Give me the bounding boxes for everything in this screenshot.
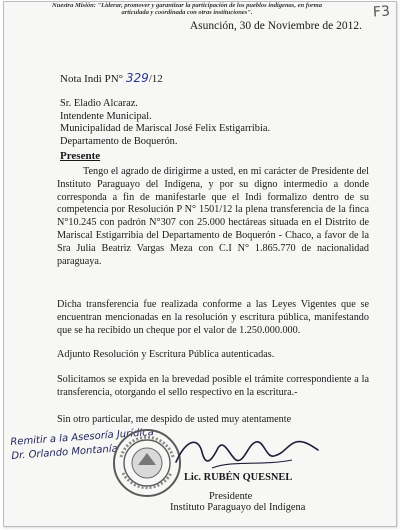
body-paragraph-3: Adjunto Resolución y Escritura Pública autenticadas.: [57, 349, 275, 360]
note-prefix: Nota Indi PN°: [60, 73, 124, 85]
note-handwritten-number: 329: [125, 71, 149, 85]
handwritten-annotation: Remitir a la Asesoría Jurídica Dr. Orlando Montanía: [10, 426, 155, 462]
signer-title: Presidente: [209, 491, 253, 502]
note-suffix: /12: [148, 73, 163, 85]
addressee-department: Departamento de Boquerón.: [60, 135, 178, 147]
folio-mark: F3: [372, 3, 391, 21]
closing-line: Sin otro particular, me despido de usted muy atentamente: [57, 414, 292, 425]
addressee-role: Intendente Municipal.: [60, 110, 152, 122]
letter-date: Asunción, 30 de Noviembre de 2012.: [189, 20, 362, 32]
signer-organization: Instituto Paraguayo del Indígena: [170, 502, 306, 513]
addressee-name: Sr. Eladio Alcaraz.: [60, 98, 138, 109]
addressee-municipality: Municipalidad de Mariscal José Felix Estigarribia.: [60, 123, 271, 135]
body-paragraph-2: Dicha transferencia fue realizada conforme a las Leyes Vigentes que se encuentran mencionadas en la resolución y escritura pública, manifestando que se ha recibido un cheque por el valor de 1.250.000.000.: [57, 299, 369, 336]
body-paragraph-1: Tengo el agrado de dirigirme a usted, en mi carácter de Presidente del Instituto Paraguayo del Indígena, y por su digno intermedio a donde corresponda a fin de manifestarle que el Indi formalizo dentro de su competencia por Resolución P N° 1501/12 la plena transferencia de la finca N°10.245 con padrón N°307 con 25.000 hectáreas situada en el Distrito de Mariscal Estigarribia del Departamento de Boquerón - Chaco, a favor de la Sra Julia Beatriz Vargas Meza con C.I N° 1.865.770 de nacionalidad paraguaya.: [57, 166, 369, 267]
body-paragraph-4: Solicitamos se expida en la brevedad posible el trámite correspondiente a la transferencia, otorgando el sello respectivo en la escritura.-: [57, 374, 369, 398]
note-number: [60, 71, 163, 85]
header-mission-text: Nuestra Misión: "Liderar, promover y garantizar la participación de los pueblos indígenas, en forma articulada y coordinada con otras instituciones".: [52, 2, 322, 16]
signer-name: Lic. RUBÉN QUESNEL: [184, 472, 293, 483]
salutation: Presente: [60, 150, 101, 162]
scanned-letter-page: [3, 1, 397, 527]
addressee-block: [60, 98, 270, 148]
